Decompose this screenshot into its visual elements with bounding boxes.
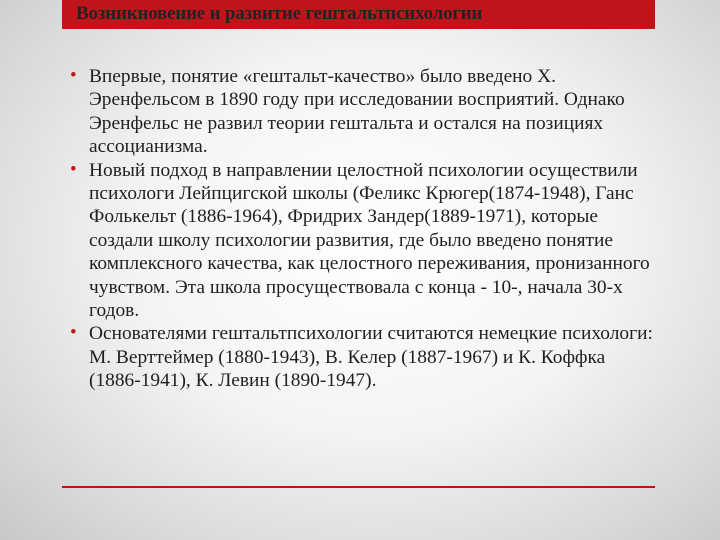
bullet-icon: • <box>70 65 77 86</box>
slide-title: Возникновение и развитие гештальтпсихологии <box>76 3 483 24</box>
bullet-icon: • <box>70 322 77 344</box>
title-bar <box>62 0 655 29</box>
bullet-text: Новый подход в направлении целостной психологии осуществили психологи Лейпцигской школы (Феликс Крюгер(1874-1948), Ганс Фолькельт (1886-1964), Фридрих Зандер(1889-1971), которые создали школу психологии развития, где было введено понятие комплексного качества, как целостного переживания, пронизанного чувством. Эта школа просуществовала с конца - 10-, начала 30-х годов. <box>89 159 650 322</box>
bullet-icon: • <box>70 158 77 180</box>
bottom-divider <box>62 486 655 488</box>
bullet-item <box>70 322 660 392</box>
bullet-text: Основателями гештальтпсихологии считаются немецкие психологи: М. Верттеймер (1880-1943), В. Келер (1887-1967) и К. Коффка (1886-1941), К. Левин (1890-1947). <box>89 323 653 392</box>
bullet-text: Впервые, понятие «гештальт-качество» было введено Х. Эренфельсом в 1890 году при исследовании восприятий. Однако Эренфельс не развил теории гештальта и остался на позициях ассоцианизма. <box>89 66 625 158</box>
bullet-item <box>70 159 660 323</box>
bullet-item <box>70 65 660 159</box>
bullet-list <box>70 65 660 393</box>
